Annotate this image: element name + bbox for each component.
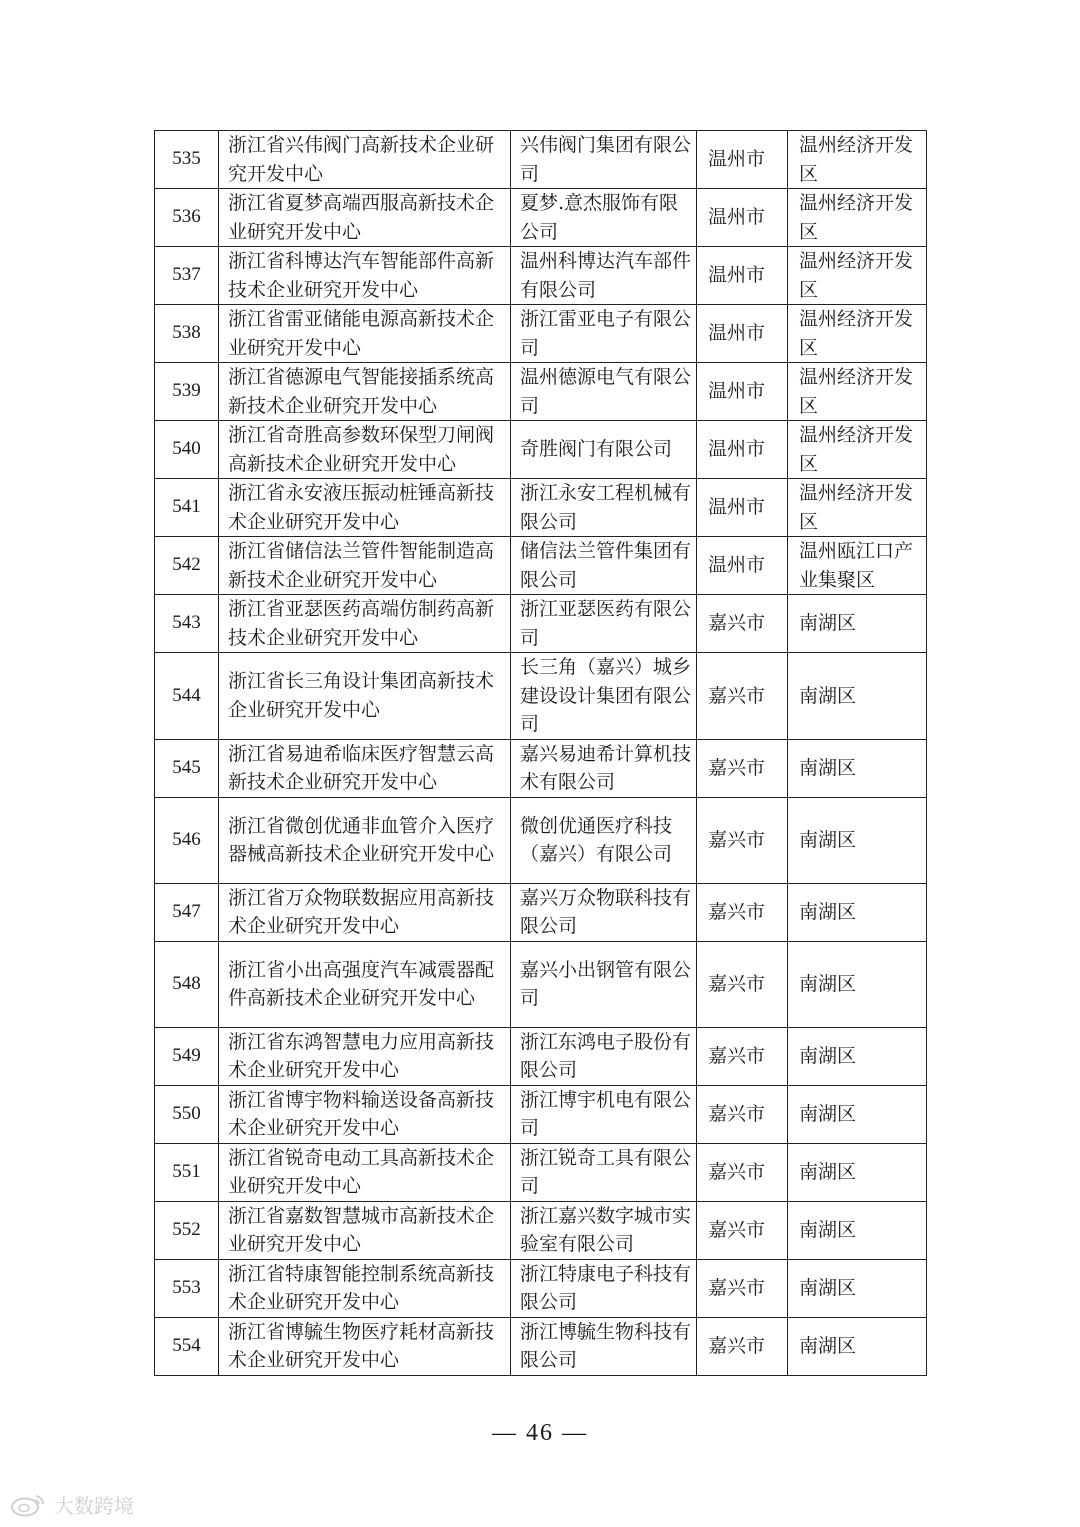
table-row	[155, 421, 927, 479]
cell-center-name: 浙江省奇胜高参数环保型刀闸阀高新技术企业研究开发中心	[219, 421, 511, 479]
cell-city: 嘉兴市	[697, 739, 788, 797]
cell-district: 南湖区	[788, 1317, 927, 1375]
cell-company: 浙江锐奇工具有限公司	[511, 1143, 697, 1201]
cell-district: 南湖区	[788, 797, 927, 883]
table-row	[155, 883, 927, 941]
cell-city: 温州市	[697, 189, 788, 247]
cell-city: 嘉兴市	[697, 1259, 788, 1317]
table-row	[155, 131, 927, 189]
table-row	[155, 479, 927, 537]
cell-company: 兴伟阀门集团有限公司	[511, 131, 697, 189]
table-row	[155, 247, 927, 305]
cell-number: 538	[155, 305, 219, 363]
cell-city: 温州市	[697, 479, 788, 537]
cell-company: 温州德源电气有限公司	[511, 363, 697, 421]
cell-company: 微创优通医疗科技（嘉兴）有限公司	[511, 797, 697, 883]
cell-city: 嘉兴市	[697, 1143, 788, 1201]
cell-company: 浙江永安工程机械有限公司	[511, 479, 697, 537]
cell-city: 嘉兴市	[697, 595, 788, 653]
table-row	[155, 1027, 927, 1085]
cell-district: 温州经济开发区	[788, 421, 927, 479]
cell-center-name: 浙江省易迪希临床医疗智慧云高新技术企业研究开发中心	[219, 739, 511, 797]
cell-city: 温州市	[697, 305, 788, 363]
cell-center-name: 浙江省嘉数智慧城市高新技术企业研究开发中心	[219, 1201, 511, 1259]
cell-district: 南湖区	[788, 1027, 927, 1085]
table-row	[155, 797, 927, 883]
table-row	[155, 739, 927, 797]
cell-city: 嘉兴市	[697, 1027, 788, 1085]
cell-center-name: 浙江省锐奇电动工具高新技术企业研究开发中心	[219, 1143, 511, 1201]
cell-district: 南湖区	[788, 1143, 927, 1201]
watermark-text: 大数跨境	[54, 1493, 134, 1518]
cell-district: 温州经济开发区	[788, 305, 927, 363]
cell-center-name: 浙江省长三角设计集团高新技术企业研究开发中心	[219, 653, 511, 740]
cell-city: 嘉兴市	[697, 1201, 788, 1259]
cell-district: 温州经济开发区	[788, 189, 927, 247]
cell-district: 温州经济开发区	[788, 131, 927, 189]
cell-number: 540	[155, 421, 219, 479]
cell-company: 奇胜阀门有限公司	[511, 421, 697, 479]
cell-number: 545	[155, 739, 219, 797]
cell-company: 嘉兴易迪希计算机技术有限公司	[511, 739, 697, 797]
cell-number: 547	[155, 883, 219, 941]
cell-city: 温州市	[697, 537, 788, 595]
cell-number: 550	[155, 1085, 219, 1143]
table-row	[155, 653, 927, 740]
weibo-logo-icon	[10, 1491, 48, 1517]
cell-number: 553	[155, 1259, 219, 1317]
cell-center-name: 浙江省储信法兰管件智能制造高新技术企业研究开发中心	[219, 537, 511, 595]
cell-company: 浙江东鸿电子股份有限公司	[511, 1027, 697, 1085]
cell-company: 浙江嘉兴数字城市实验室有限公司	[511, 1201, 697, 1259]
cell-center-name: 浙江省科博达汽车智能部件高新技术企业研究开发中心	[219, 247, 511, 305]
cell-company: 嘉兴小出钢管有限公司	[511, 941, 697, 1027]
cell-number: 554	[155, 1317, 219, 1375]
table-row	[155, 941, 927, 1027]
cell-center-name: 浙江省亚瑟医药高端仿制药高新技术企业研究开发中心	[219, 595, 511, 653]
cell-district: 南湖区	[788, 1259, 927, 1317]
cell-center-name: 浙江省夏梦高端西服高新技术企业研究开发中心	[219, 189, 511, 247]
table-row	[155, 1259, 927, 1317]
cell-number: 546	[155, 797, 219, 883]
cell-center-name: 浙江省雷亚储能电源高新技术企业研究开发中心	[219, 305, 511, 363]
table-row	[155, 537, 927, 595]
cell-city: 嘉兴市	[697, 797, 788, 883]
cell-company: 嘉兴万众物联科技有限公司	[511, 883, 697, 941]
cell-district: 南湖区	[788, 941, 927, 1027]
watermark	[10, 1488, 134, 1520]
table-row	[155, 595, 927, 653]
table-row	[155, 189, 927, 247]
page-number: — 46 —	[492, 1420, 588, 1446]
cell-center-name: 浙江省万众物联数据应用高新技术企业研究开发中心	[219, 883, 511, 941]
cell-district: 南湖区	[788, 595, 927, 653]
cell-center-name: 浙江省兴伟阀门高新技术企业研究开发中心	[219, 131, 511, 189]
cell-company: 浙江博宇机电有限公司	[511, 1085, 697, 1143]
cell-number: 551	[155, 1143, 219, 1201]
cell-district: 温州经济开发区	[788, 247, 927, 305]
cell-company: 夏梦.意杰服饰有限公司	[511, 189, 697, 247]
cell-center-name: 浙江省东鸿智慧电力应用高新技术企业研究开发中心	[219, 1027, 511, 1085]
table-row	[155, 305, 927, 363]
cell-company: 储信法兰管件集团有限公司	[511, 537, 697, 595]
cell-city: 温州市	[697, 421, 788, 479]
cell-company: 浙江博毓生物科技有限公司	[511, 1317, 697, 1375]
cell-district: 南湖区	[788, 883, 927, 941]
cell-center-name: 浙江省微创优通非血管介入医疗器械高新技术企业研究开发中心	[219, 797, 511, 883]
cell-city: 温州市	[697, 131, 788, 189]
cell-city: 嘉兴市	[697, 1317, 788, 1375]
cell-district: 温州经济开发区	[788, 363, 927, 421]
cell-number: 552	[155, 1201, 219, 1259]
cell-district: 温州瓯江口产业集聚区	[788, 537, 927, 595]
cell-number: 537	[155, 247, 219, 305]
cell-city: 温州市	[697, 247, 788, 305]
cell-district: 温州经济开发区	[788, 479, 927, 537]
table-row	[155, 1201, 927, 1259]
cell-city: 温州市	[697, 363, 788, 421]
cell-city: 嘉兴市	[697, 883, 788, 941]
cell-center-name: 浙江省博毓生物医疗耗材高新技术企业研究开发中心	[219, 1317, 511, 1375]
cell-number: 542	[155, 537, 219, 595]
cell-number: 543	[155, 595, 219, 653]
cell-number: 548	[155, 941, 219, 1027]
cell-number: 535	[155, 131, 219, 189]
cell-number: 536	[155, 189, 219, 247]
cell-center-name: 浙江省德源电气智能接插系统高新技术企业研究开发中心	[219, 363, 511, 421]
cell-number: 539	[155, 363, 219, 421]
cell-company: 浙江特康电子科技有限公司	[511, 1259, 697, 1317]
cell-district: 南湖区	[788, 1201, 927, 1259]
cell-center-name: 浙江省特康智能控制系统高新技术企业研究开发中心	[219, 1259, 511, 1317]
cell-city: 嘉兴市	[697, 653, 788, 740]
cell-company: 浙江亚瑟医药有限公司	[511, 595, 697, 653]
cell-number: 541	[155, 479, 219, 537]
cell-city: 嘉兴市	[697, 941, 788, 1027]
table-row	[155, 1143, 927, 1201]
cell-center-name: 浙江省永安液压振动桩锤高新技术企业研究开发中心	[219, 479, 511, 537]
cell-district: 南湖区	[788, 653, 927, 740]
cell-number: 544	[155, 653, 219, 740]
cell-center-name: 浙江省博宇物料输送设备高新技术企业研究开发中心	[219, 1085, 511, 1143]
cell-company: 长三角（嘉兴）城乡建设设计集团有限公司	[511, 653, 697, 740]
cell-center-name: 浙江省小出高强度汽车减震器配件高新技术企业研究开发中心	[219, 941, 511, 1027]
cell-district: 南湖区	[788, 1085, 927, 1143]
cell-company: 温州科博达汽车部件有限公司	[511, 247, 697, 305]
table-row	[155, 363, 927, 421]
enterprise-rd-center-table	[154, 130, 927, 1376]
table-row	[155, 1085, 927, 1143]
cell-number: 549	[155, 1027, 219, 1085]
cell-district: 南湖区	[788, 739, 927, 797]
cell-company: 浙江雷亚电子有限公司	[511, 305, 697, 363]
cell-city: 嘉兴市	[697, 1085, 788, 1143]
table-row	[155, 1317, 927, 1375]
